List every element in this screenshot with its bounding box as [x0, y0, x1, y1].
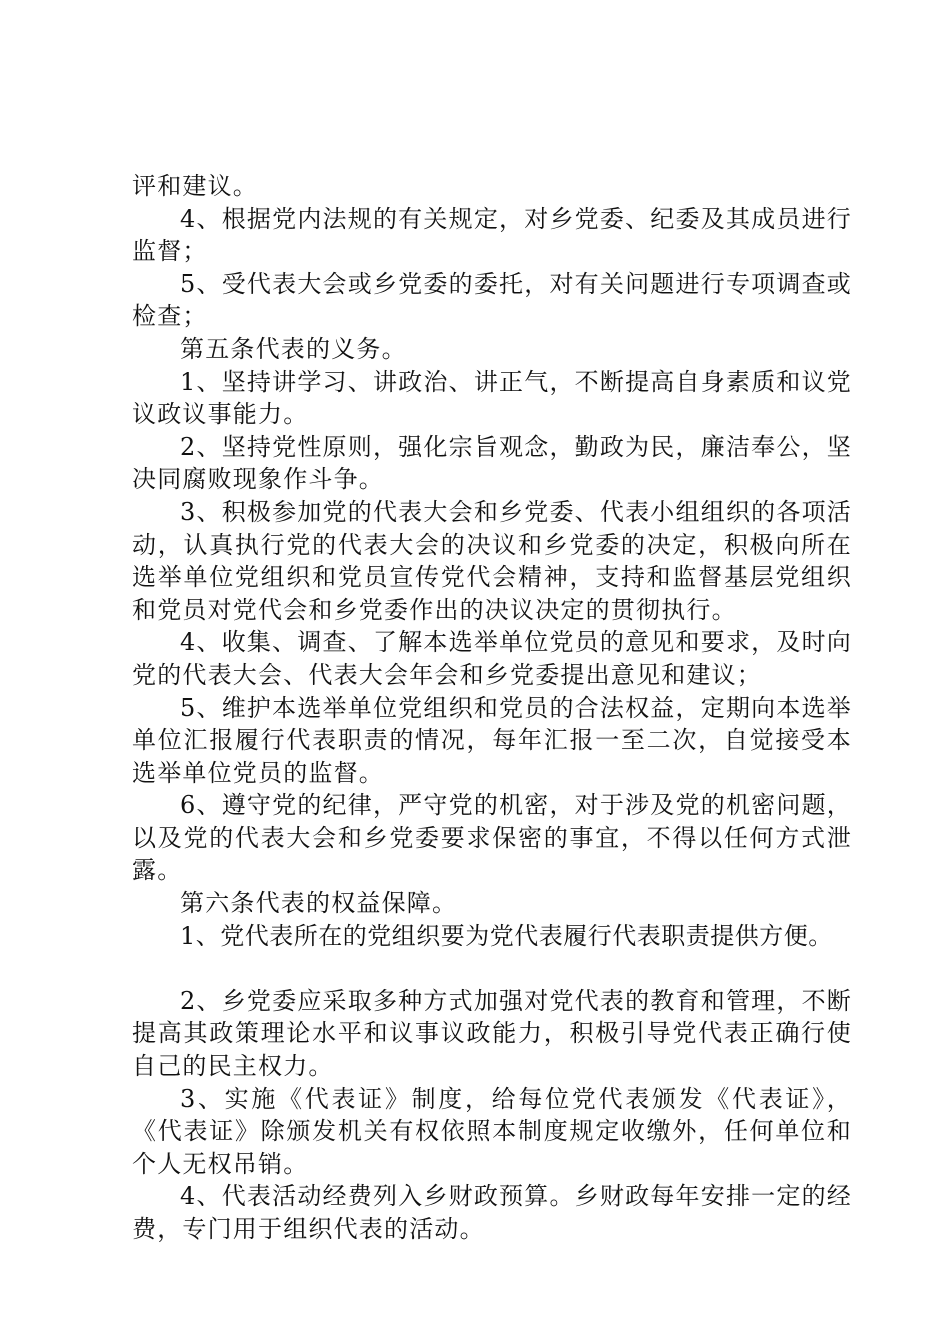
- paragraph-duty-6: 6、遵守党的纪律，严守党的机密，对于涉及党的机密问题，以及党的代表大会和乡党委要求保密的事宜，不得以任何方式泄露。: [132, 791, 852, 885]
- paragraph-item-4-supervision: 4、根据党内法规的有关规定，对乡党委、纪委及其成员进行监督；: [132, 204, 852, 266]
- paragraph-rights-3: 3、实施《代表证》制度，给每位党代表颁发《代表证》，《代表证》除颁发机关有权依照本制度规定收缴外，任何单位和个人无权吊销。: [132, 1084, 852, 1178]
- paragraph-rights-1: 1、党代表所在的党组织要为党代表履行代表职责提供方便。: [180, 921, 833, 950]
- paragraph-duty-1: 1、坚持讲学习、讲政治、讲正气，不断提高自身素质和议党议政议事能力。: [132, 367, 852, 429]
- paragraph-rights-2: 2、乡党委应采取多种方式加强对党代表的教育和管理，不断提高其政策理论水平和议事议政能力，积极引导党代表正确行使自己的民主权力。: [132, 986, 852, 1081]
- document-body: [132, 170, 852, 1246]
- article-5-heading: 第五条代表的义务。: [180, 334, 407, 363]
- paragraph-rights-4: 4、代表活动经费列入乡财政预算。乡财政每年安排一定的经费，专门用于组织代表的活动。: [132, 1182, 852, 1243]
- paragraph-duty-4: 4、收集、调查、了解本选举单位党员的意见和要求，及时向党的代表大会、代表大会年会和乡党委提出意见和建议；: [132, 628, 852, 689]
- paragraph-item-5-investigation: 5、受代表大会或乡党委的委托，对有关问题进行专项调查或检查；: [132, 269, 852, 331]
- paragraph-duty-3: 3、积极参加党的代表大会和乡党委、代表小组组织的各项活动，认真执行党的代表大会的决议和乡党委的决定，积极向所在选举单位党组织和党员宣传党代会精神，支持和监督基层党组织和党员对党代会和乡党委作出的决议决定的贯彻执行。: [132, 497, 852, 624]
- paragraph-duty-5: 5、维护本选举单位党组织和党员的合法权益，定期向本选举单位汇报履行代表职责的情况，每年汇报一至二次，自觉接受本选举单位党员的监督。: [132, 693, 852, 787]
- article-6-heading: 第六条代表的权益保障。: [180, 889, 458, 918]
- paragraph-duty-2: 2、坚持党性原则，强化宗旨观念，勤政为民，廉洁奉公，坚决同腐败现象作斗争。: [132, 432, 852, 494]
- paragraph-continuation: 评和建议。: [132, 172, 258, 200]
